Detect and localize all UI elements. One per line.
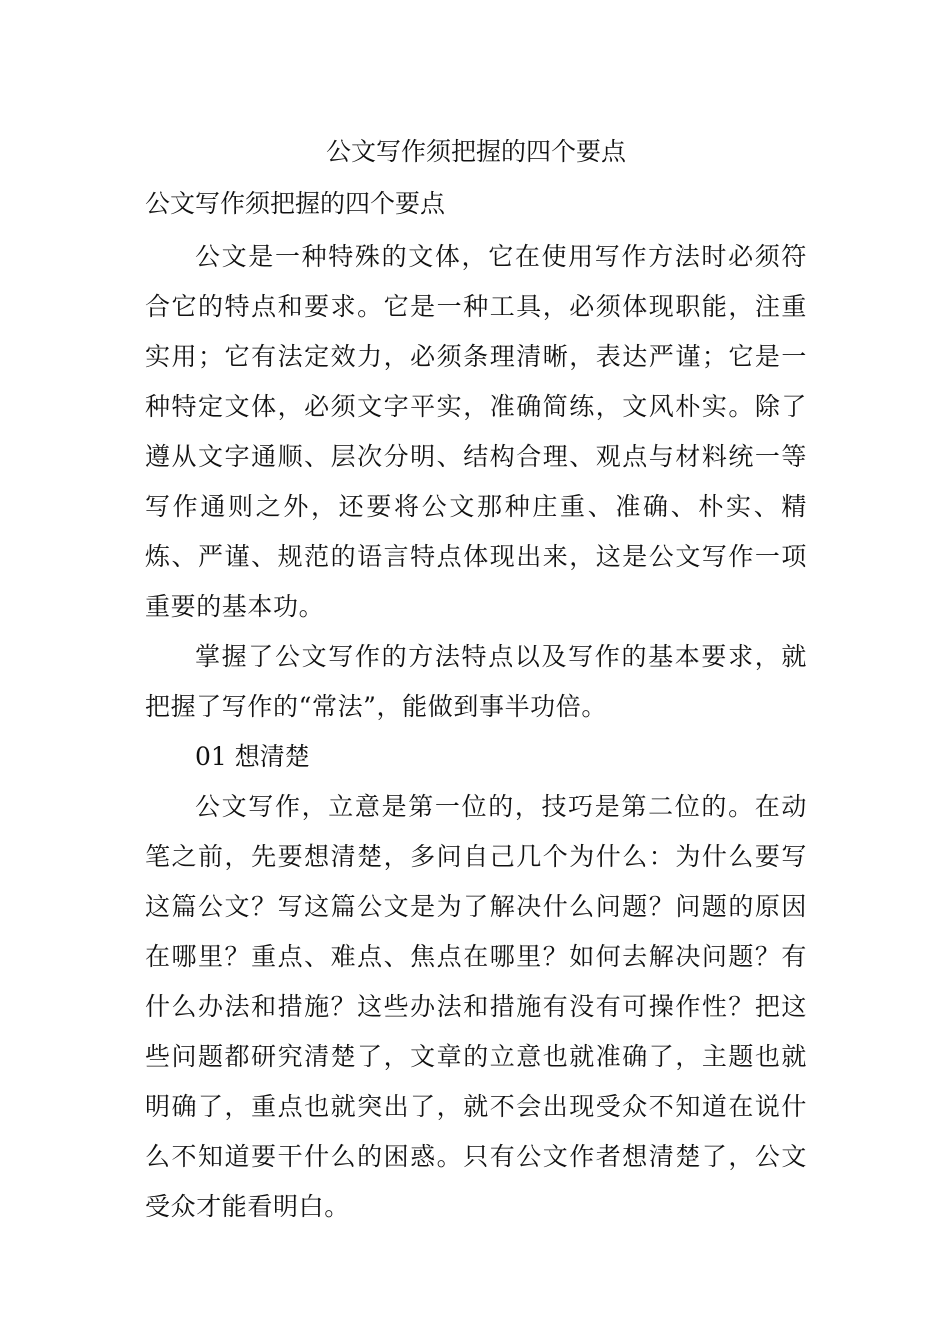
paragraph-method: 掌握了公文写作的方法特点以及写作的基本要求，就把握了写作的“常法”，能做到事半功倍。 <box>145 642 807 721</box>
section-heading-think-clearly: 01 想清楚 <box>195 742 310 771</box>
document-title: 公文写作须把握的四个要点 <box>325 137 626 166</box>
paragraph-think-clearly: 公文写作，立意是第一位的，技巧是第二位的。在动笔之前，先要想清楚，多问自己几个为什么：为什么要写这篇公文？写这篇公文是为了解决什么问题？问题的原因在哪里？重点、难点、焦点在哪里？如何去解决问题？有什么办法和措施？这些办法和措施有没有可操作性？把这些问题都研究清楚了，文章的立意也就准确了，主题也就明确了，重点也就突出了，就不会出现受众不知道在说什么不知道要干什么的困惑。只有公文作者想清楚了，公文受众才能看明白。 <box>145 792 807 1221</box>
document-subtitle: 公文写作须把握的四个要点 <box>145 189 446 218</box>
paragraph-intro: 公文是一种特殊的文体，它在使用写作方法时必须符合它的特点和要求。它是一种工具，必须体现职能，注重实用；它有法定效力，必须条理清晰，表达严谨；它是一种特定文体，必须文字平实，准确简练，文风朴实。除了遵从文字通顺、层次分明、结构合理、观点与材料统一等写作通则之外，还要将公文那种庄重、准确、朴实、精炼、严谨、规范的语言特点体现出来，这是公文写作一项重要的基本功。 <box>145 242 807 621</box>
document-page <box>145 128 807 1232</box>
